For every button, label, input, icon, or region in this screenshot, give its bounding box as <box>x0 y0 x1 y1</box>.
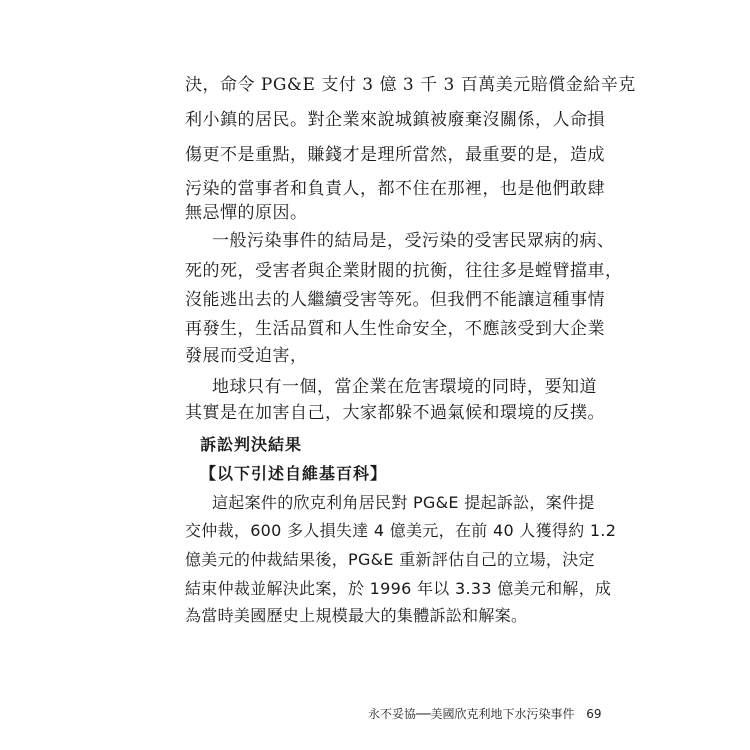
quote-line: 這起案件的欣克利角居民對 PG&E 提起訴訟，案件提 <box>212 493 595 512</box>
quote-line: 交仲裁，600 多人損失達 4 億美元，在前 40 人獲得約 1.2 <box>185 521 617 540</box>
page-number: 69 <box>586 707 602 721</box>
body-line: 無忌憚的原因。 <box>185 203 308 223</box>
quote-line: 為當時美國歷史上規模最大的集體訴訟和解案。 <box>185 606 528 625</box>
section-heading: 訴訟判決結果 <box>200 435 303 454</box>
quote-source-label: 【以下引述自維基百科】 <box>200 464 388 483</box>
body-line: 決，命令 PG&E 支付 3 億 3 千 3 百萬美元賠償金給辛克 <box>185 75 636 95</box>
body-line: 地球只有一個，當企業在危害環境的同時，要知道 <box>212 377 597 397</box>
quote-line: 億美元的仲裁結果後，PG&E 重新評估自己的立場，決定 <box>185 550 595 569</box>
page-footer <box>368 705 602 722</box>
quote-line: 結束仲裁並解決此案，於 1996 年以 3.33 億美元和解，成 <box>185 579 612 598</box>
body-line: 利小鎮的居民。對企業來說城鎮被廢棄沒關係，人命損 <box>185 110 605 130</box>
body-line: 沒能逃出去的人繼續受害等死。但我們不能讓這種事情 <box>185 290 605 310</box>
body-line: 再發生，生活品質和人生性命安全，不應該受到大企業 <box>185 319 605 339</box>
body-line: 其實是在加害自己，大家都躲不過氣候和環境的反撲。 <box>185 403 605 423</box>
body-line: 傷更不是重點，賺錢才是理所當然，最重要的是，造成 <box>185 145 605 165</box>
running-title: 永不妥協──美國欣克利地下水污染事件 <box>368 707 575 721</box>
body-line: 一般污染事件的結局是，受污染的受害民眾病的病、 <box>212 231 615 251</box>
body-line: 死的死，受害者與企業財閥的抗衡，往往多是螳臂擋車， <box>185 261 623 281</box>
body-line: 污染的當事者和負責人，都不住在那裡，也是他們敢肆 <box>185 179 605 199</box>
body-line: 發展而受迫害， <box>185 346 308 366</box>
